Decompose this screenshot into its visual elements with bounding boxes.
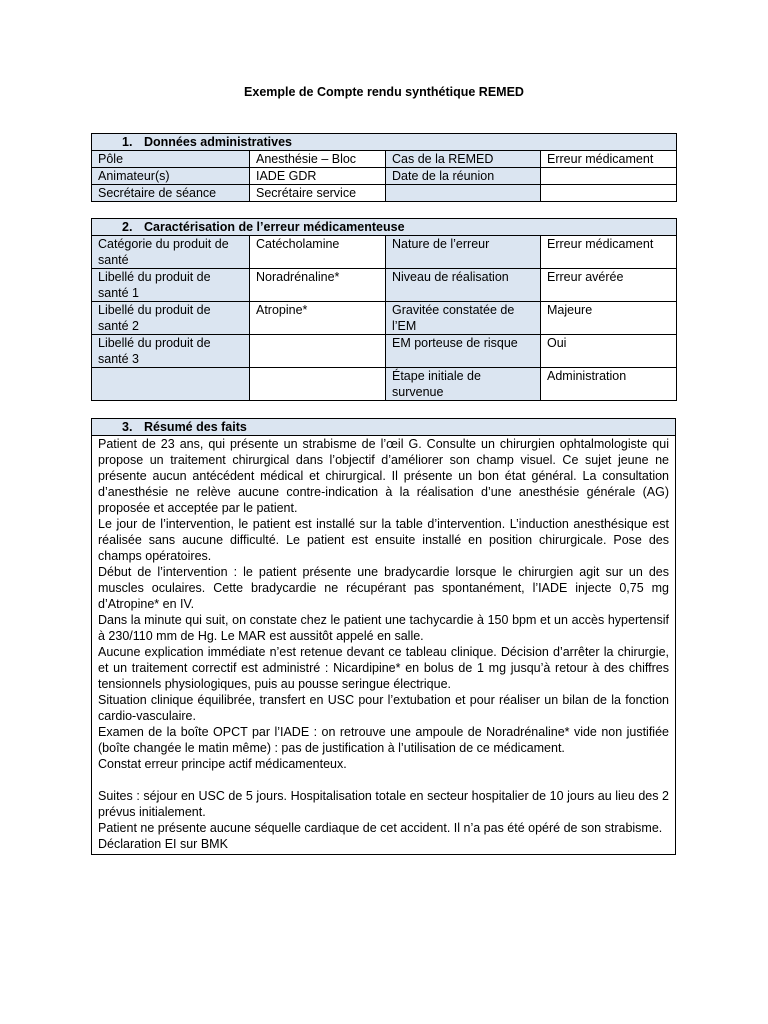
blank-line [98, 772, 669, 788]
paragraph: Aucune explication immédiate n’est retenue devant ce tableau clinique. Décision d’arrêter la chirurgie, et un traitement correctif est administré : Nicardipine* en bolus de 1 mg jusqu’à retour à des chiffres tensionnels physiologiques, puis au pousse seringue électrique. [98, 645, 669, 691]
paragraph: Dans la minute qui suit, on constate chez le patient une tachycardie à 150 bpm et un accès hypertensif à 230/110 mm de Hg. Le MAR est aussitôt appelé en salle. [98, 613, 669, 643]
admin-data-table [91, 133, 677, 202]
table-cell: Oui [541, 335, 677, 368]
table-cell: Gravitée constatée de l’EM [386, 302, 541, 335]
section-header [92, 219, 677, 236]
table-row [92, 368, 677, 401]
table-cell: Erreur avérée [541, 269, 677, 302]
table-cell: Secrétaire service [250, 185, 386, 202]
section-header [92, 419, 676, 436]
table-cell: Noradrénaline* [250, 269, 386, 302]
paragraph: Examen de la boîte OPCT par l’IADE : on retrouve une ampoule de Noradrénaline* vide non justifiée (boîte changée le matin même) : pas de justification à l’utilisation de ce médicament. [98, 725, 669, 755]
section-number: 2. [122, 220, 133, 234]
paragraph: Constat erreur principe actif médicamenteux. [98, 757, 347, 771]
section-number: 3. [122, 420, 133, 434]
summary-text [92, 436, 676, 855]
section-heading: Données administratives [144, 135, 292, 149]
table-row [92, 236, 677, 269]
table-cell: Animateur(s) [92, 168, 250, 185]
paragraph: Le jour de l’intervention, le patient est installé sur la table d’intervention. L’induction anesthésique est réalisée sans aucune difficulté. Le patient est ensuite installé en position chirurgicale. Pose des champs opératoires. [98, 517, 669, 563]
table-cell: Catégorie du produit de santé [92, 236, 250, 269]
table-cell: EM porteuse de risque [386, 335, 541, 368]
error-characterization-table [91, 218, 677, 401]
table-cell: Étape initiale de survenue [386, 368, 541, 401]
table-cell: Atropine* [250, 302, 386, 335]
table-cell: Administration [541, 368, 677, 401]
summary-table [91, 418, 676, 855]
section-header [92, 134, 677, 151]
paragraph: Déclaration EI sur BMK [98, 837, 228, 851]
table-row [92, 436, 676, 855]
table-cell [250, 368, 386, 401]
table-cell [250, 335, 386, 368]
paragraph: Début de l’intervention : le patient présente une bradycardie lorsque le chirurgien agit sur un des muscles oculaires. Cette bradycardie ne récupérant pas spontanément, l’IADE injecte 0,75 mg d’Atropine* en IV. [98, 565, 669, 611]
table-cell: Nature de l’erreur [386, 236, 541, 269]
paragraph: Patient de 23 ans, qui présente un strabisme de l’œil G. Consulte un chirurgien ophtalmologiste qui propose un traitement chirurgical dans l’objectif d’améliorer son champ visuel. Ce sujet jeune ne présente aucun antécédent médical et chirurgical. Il présente un bon état général. La consultation d’anesthésie ne relève aucune contre-indication à la réalisation d’une anesthésie générale (AG) proposée et acceptée par le patient. [98, 437, 669, 515]
section-heading: Caractérisation de l’erreur médicamenteuse [144, 220, 405, 234]
table-row [92, 335, 677, 368]
paragraph: Patient ne présente aucune séquelle cardiaque de cet accident. Il n’a pas été opéré de son strabisme. [98, 821, 663, 835]
section-heading: Résumé des faits [144, 420, 247, 434]
table-cell [541, 185, 677, 202]
table-row [92, 302, 677, 335]
table-cell: Secrétaire de séance [92, 185, 250, 202]
table-cell: Libellé du produit de santé 1 [92, 269, 250, 302]
table-cell: Anesthésie – Bloc [250, 151, 386, 168]
table-cell: IADE GDR [250, 168, 386, 185]
table-cell: Libellé du produit de santé 2 [92, 302, 250, 335]
table-cell: Cas de la REMED [386, 151, 541, 168]
table-cell: Niveau de réalisation [386, 269, 541, 302]
table-cell: Erreur médicament [541, 151, 677, 168]
table-cell [92, 368, 250, 401]
table-cell [541, 168, 677, 185]
table-cell: Erreur médicament [541, 236, 677, 269]
table-cell: Majeure [541, 302, 677, 335]
table-cell: Libellé du produit de santé 3 [92, 335, 250, 368]
table-cell: Pôle [92, 151, 250, 168]
table-cell: Date de la réunion [386, 168, 541, 185]
page-title: Exemple de Compte rendu synthétique REMED [244, 85, 524, 99]
table-row [92, 168, 677, 185]
paragraph: Suites : séjour en USC de 5 jours. Hospitalisation totale en secteur hospitalier de 10 jours au lieu des 2 prévus initialement. [98, 789, 669, 819]
paragraph: Situation clinique équilibrée, transfert en USC pour l’extubation et pour réaliser un bilan de la fonction cardio-vasculaire. [98, 693, 669, 723]
table-cell: Catécholamine [250, 236, 386, 269]
table-cell [386, 185, 541, 202]
table-row [92, 151, 677, 168]
table-row [92, 185, 677, 202]
section-number: 1. [122, 135, 133, 149]
table-row [92, 269, 677, 302]
